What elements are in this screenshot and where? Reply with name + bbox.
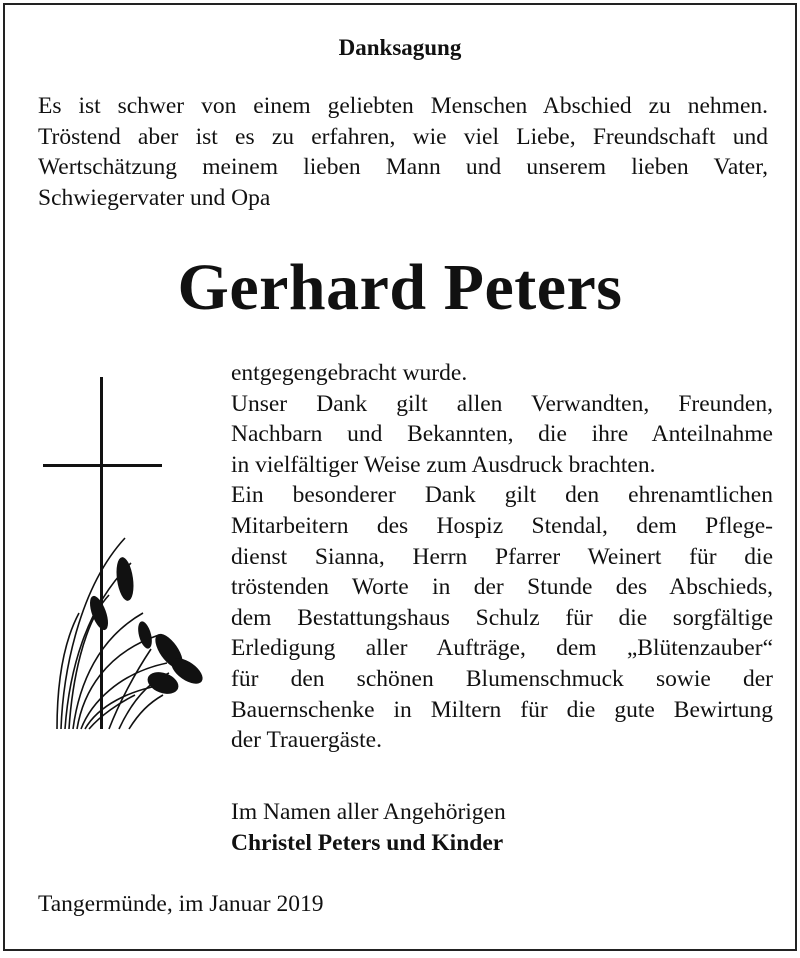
body-line: entgegengebracht wurde.: [231, 360, 468, 386]
body-line: dienst Sianna, Herrn Pfarrer Weinert für die: [231, 543, 773, 570]
obituary-notice: [3, 3, 797, 951]
deceased-name: Gerhard Peters: [177, 251, 623, 324]
body-line: Ein besonderer Dank gilt den ehrenamtlichen: [231, 482, 773, 509]
cross-with-grasses-icon: [39, 373, 211, 733]
intro-line: Schwiegervater und Opa: [38, 184, 271, 211]
signature-preface: Im Namen aller Angehörigen: [231, 799, 506, 825]
body-line: Mitarbeitern des Hospiz Stendal, dem Pflege-: [231, 512, 773, 539]
body-line: Nachbarn und Bekannten, die ihre Anteilnahme: [231, 421, 773, 448]
body-line: dem Bestattungshaus Schulz für die sorgfältige: [231, 604, 773, 631]
intro-line: Tröstend aber ist es zu erfahren, wie viel Liebe, Freundschaft und: [38, 123, 768, 150]
intro-paragraph: [38, 91, 768, 213]
body-line: tröstenden Worte in der Stunde des Abschieds,: [231, 574, 773, 601]
notice-heading: Danksagung: [338, 35, 462, 60]
thanks-paragraph: [231, 358, 773, 756]
intro-line: Es ist schwer von einem geliebten Menschen Abschied zu nehmen.: [38, 93, 768, 119]
signature-block: [231, 797, 506, 859]
body-line: für den schönen Blumenschmuck sowie der: [231, 665, 773, 692]
intro-line: Wertschätzung meinem lieben Mann und unserem lieben Vater,: [38, 154, 768, 180]
body-line: Unser Dank gilt allen Verwandten, Freunden,: [231, 390, 773, 417]
body-line: Bauernschenke in Miltern für die gute Bewirtung: [231, 696, 773, 723]
body-line: der Trauergäste.: [231, 727, 382, 754]
signature-names: Christel Peters und Kinder: [231, 830, 504, 856]
body-line: in vielfältiger Weise zum Ausdruck brachten.: [231, 451, 656, 478]
place-date: Tangermünde, im Januar 2019: [38, 891, 324, 917]
body-line: Erledigung aller Aufträge, dem „Blütenzauber“: [231, 635, 773, 662]
